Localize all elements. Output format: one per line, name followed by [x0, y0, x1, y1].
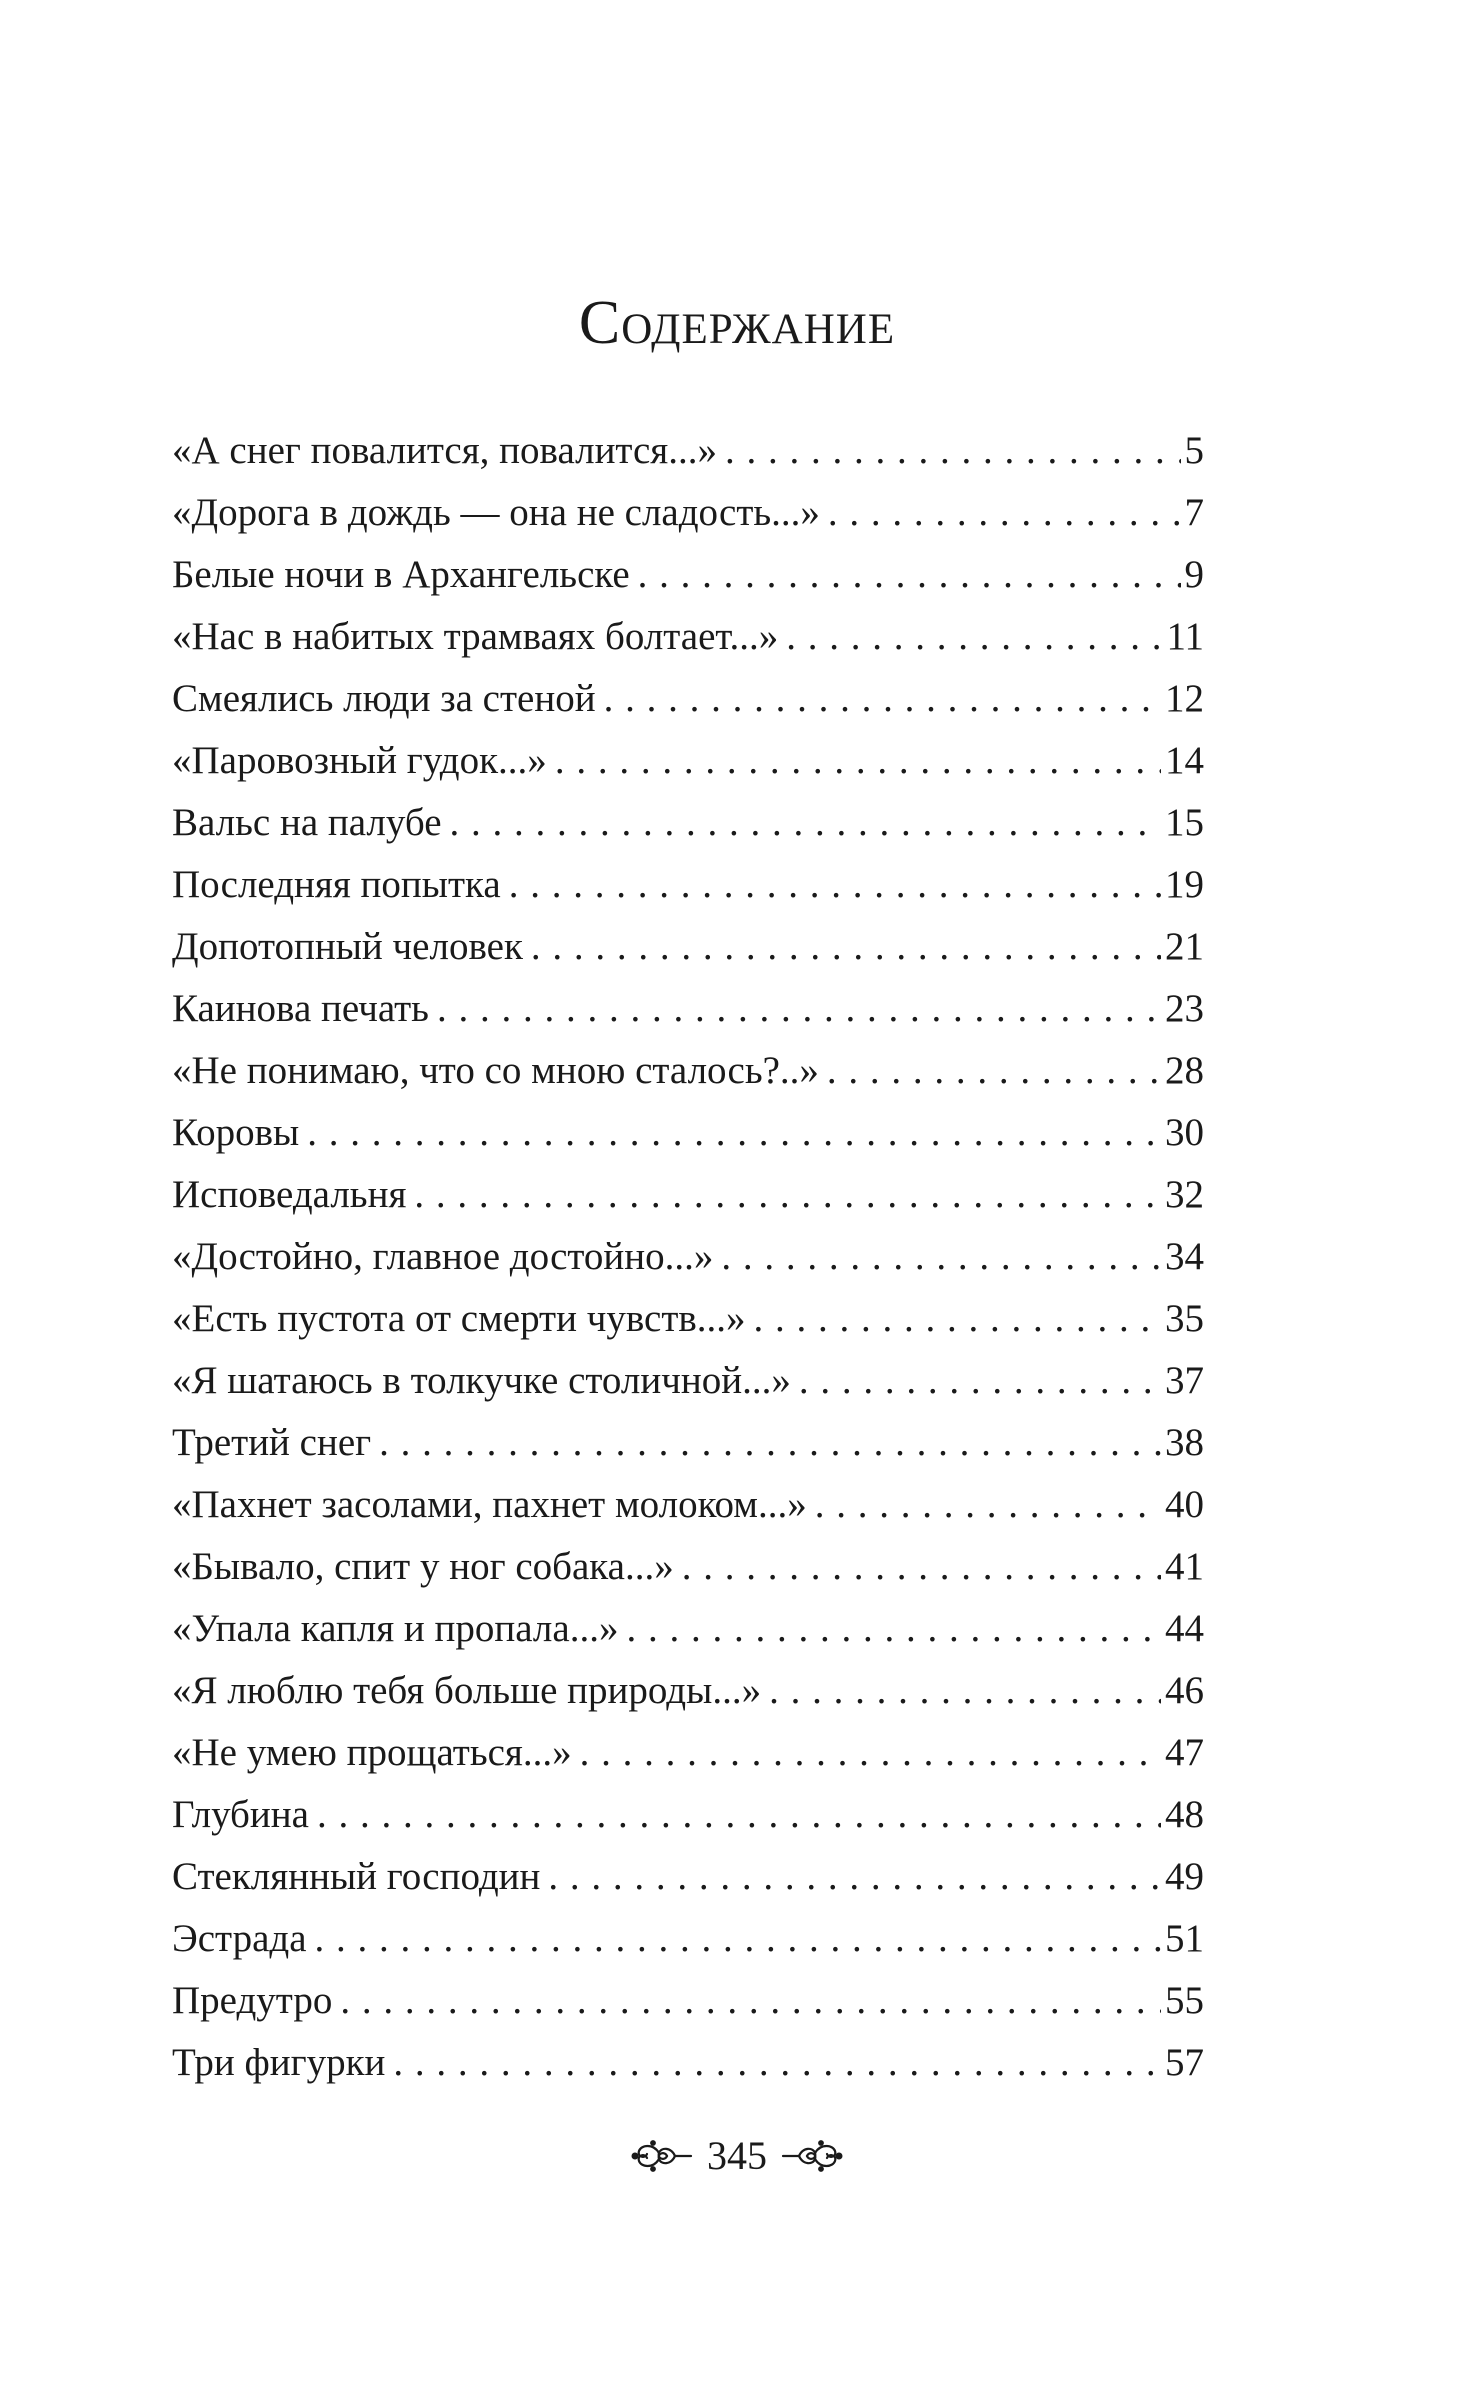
scroll-ornament-icon	[631, 2139, 693, 2173]
toc-entry-title: «Бывало, спит у ног собака...»	[172, 1545, 674, 1588]
dot-leader	[548, 1846, 1161, 1908]
toc-entry	[172, 606, 1204, 668]
toc-page-number: 51	[1165, 1917, 1204, 1960]
toc-entry-title: Смеялись люди за стеной	[172, 677, 596, 720]
toc-entry-title: «Я шатаюсь в толкучке столичной...»	[172, 1359, 791, 1402]
toc-entry	[172, 1536, 1204, 1598]
dot-leader	[754, 1288, 1161, 1350]
toc-entry	[172, 1226, 1204, 1288]
toc-page-number: 9	[1184, 553, 1204, 596]
toc-entry-title: «А снег повалится, повалится...»	[172, 429, 717, 472]
dot-leader	[827, 1040, 1161, 1102]
dot-leader	[307, 1102, 1161, 1164]
toc-page-number: 7	[1184, 491, 1204, 534]
dot-leader	[786, 606, 1162, 668]
toc-entry-title: «Не умею прощаться...»	[172, 1731, 572, 1774]
toc-entry-title: Предутро	[172, 1979, 333, 2022]
toc-entry-title: Три фигурки	[172, 2041, 386, 2084]
toc-entry	[172, 1598, 1204, 1660]
toc-entry	[172, 1350, 1204, 1412]
dot-leader	[721, 1226, 1161, 1288]
toc-entry	[172, 730, 1204, 792]
dot-leader	[828, 482, 1181, 544]
dot-leader	[555, 730, 1161, 792]
toc-page-number: 28	[1165, 1049, 1204, 1092]
toc-entry	[172, 1164, 1204, 1226]
toc-entry-title: «Не понимаю, что со мною сталось?..»	[172, 1049, 819, 1092]
toc-entry	[172, 792, 1204, 854]
toc-entry	[172, 420, 1204, 482]
toc-page-number: 49	[1165, 1855, 1204, 1898]
dot-leader	[580, 1722, 1161, 1784]
toc-page-number: 38	[1165, 1421, 1204, 1464]
toc-entry	[172, 668, 1204, 730]
toc-entry	[172, 916, 1204, 978]
toc-entry-title: «Я люблю тебя больше природы...»	[172, 1669, 762, 1712]
page-number: 345	[707, 2133, 767, 2178]
toc-page-number: 32	[1165, 1173, 1204, 1216]
dot-leader	[725, 420, 1181, 482]
toc-entry	[172, 2032, 1204, 2094]
toc-page-number: 5	[1184, 429, 1204, 472]
toc-entry-title: Стеклянный господин	[172, 1855, 541, 1898]
dot-leader	[531, 916, 1161, 978]
toc-page-number: 47	[1165, 1731, 1204, 1774]
toc-entry	[172, 1660, 1204, 1722]
toc-page-number: 19	[1165, 863, 1204, 906]
dot-leader	[393, 2032, 1161, 2094]
dot-leader	[437, 978, 1161, 1040]
toc-entry-title: Вальс на палубе	[172, 801, 442, 844]
dot-leader	[340, 1970, 1161, 2032]
toc-entry-title: Исповедальня	[172, 1173, 407, 1216]
toc-entry-title: «Нас в набитых трамваях болтает...»	[172, 615, 779, 658]
toc-entry-title: «Паровозный гудок...»	[172, 739, 547, 782]
toc-entry-title: «Пахнет засолами, пахнет молоком...»	[172, 1483, 807, 1526]
dot-leader	[379, 1412, 1161, 1474]
dot-leader	[509, 854, 1161, 916]
toc-page-number: 48	[1165, 1793, 1204, 1836]
toc-entry-title: «Есть пустота от смерти чувств...»	[172, 1297, 746, 1340]
toc-page-number: 55	[1165, 1979, 1204, 2022]
dot-leader	[799, 1350, 1161, 1412]
toc-entry	[172, 978, 1204, 1040]
dot-leader	[626, 1598, 1161, 1660]
toc-entry	[172, 1784, 1204, 1846]
dot-leader	[450, 792, 1161, 854]
toc-entry-title: Каинова печать	[172, 987, 429, 1030]
toc-page-number: 21	[1165, 925, 1204, 968]
scroll-ornament-icon	[781, 2139, 843, 2173]
toc-page-number: 37	[1165, 1359, 1204, 1402]
dot-leader	[315, 1908, 1161, 1970]
toc-entry	[172, 1474, 1204, 1536]
dot-leader	[682, 1536, 1161, 1598]
toc-entry-title: «Достойно, главное достойно...»	[172, 1235, 714, 1278]
toc-entry	[172, 1970, 1204, 2032]
toc-entry-title: Допотопный человек	[172, 925, 523, 968]
toc-entry-title: Коровы	[172, 1111, 300, 1154]
toc-page-number: 40	[1165, 1483, 1204, 1526]
toc-entry	[172, 1722, 1204, 1784]
dot-leader	[815, 1474, 1161, 1536]
toc-entry-title: «Упала капля и пропала...»	[172, 1607, 619, 1650]
toc-page-number: 15	[1165, 801, 1204, 844]
toc-entry	[172, 544, 1204, 606]
table-of-contents	[172, 420, 1204, 2094]
dot-leader	[604, 668, 1161, 730]
page-title: Содержание	[578, 289, 896, 357]
toc-page-number: 30	[1165, 1111, 1204, 1154]
toc-entry-title: Последняя попытка	[172, 863, 501, 906]
toc-entry	[172, 482, 1204, 544]
toc-entry-title: Третий снег	[172, 1421, 372, 1464]
toc-page-number: 46	[1165, 1669, 1204, 1712]
toc-page-number: 57	[1165, 2041, 1204, 2084]
toc-entry	[172, 854, 1204, 916]
toc-entry	[172, 1846, 1204, 1908]
dot-leader	[414, 1164, 1161, 1226]
toc-entry	[172, 1908, 1204, 1970]
toc-entry-title: «Дорога в дождь — она не сладость...»	[172, 491, 820, 534]
toc-entry	[172, 1288, 1204, 1350]
dot-leader	[769, 1660, 1161, 1722]
toc-entry	[172, 1040, 1204, 1102]
toc-page-number: 12	[1165, 677, 1204, 720]
toc-page-number: 23	[1165, 987, 1204, 1030]
toc-entry-title: Белые ночи в Архангельске	[172, 553, 630, 596]
toc-page-number: 41	[1165, 1545, 1204, 1588]
toc-entry-title: Эстрада	[172, 1917, 307, 1960]
dot-leader	[638, 544, 1181, 606]
toc-page-number: 34	[1165, 1235, 1204, 1278]
page-folio	[0, 2133, 1474, 2178]
toc-page-number: 11	[1166, 615, 1204, 658]
toc-entry	[172, 1412, 1204, 1474]
toc-page-number: 14	[1165, 739, 1204, 782]
toc-entry-title: Глубина	[172, 1793, 309, 1836]
dot-leader	[317, 1784, 1161, 1846]
toc-page-number: 35	[1165, 1297, 1204, 1340]
toc-page-number: 44	[1165, 1607, 1204, 1650]
toc-entry	[172, 1102, 1204, 1164]
